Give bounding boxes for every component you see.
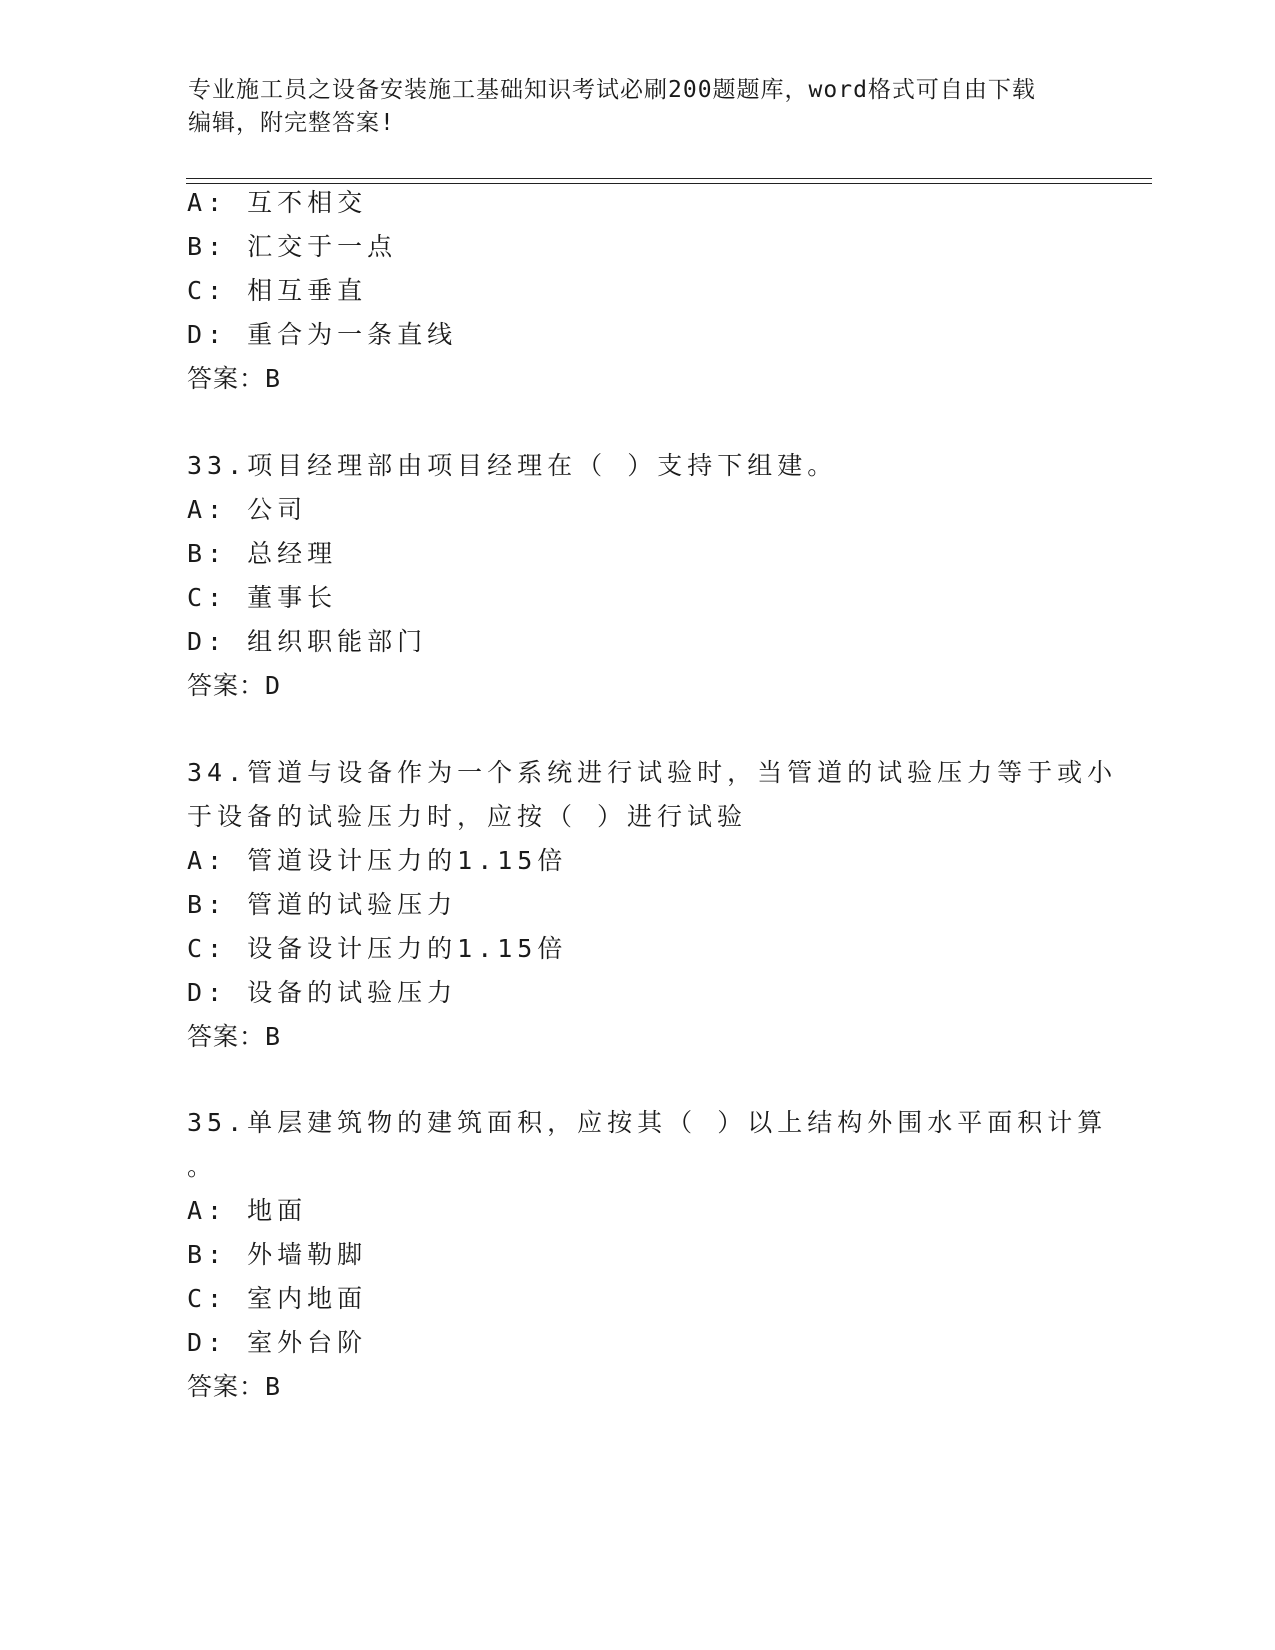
q35-stem-line-2: 。 <box>187 1152 218 1181</box>
q34-option-c: C: 设备设计压力的1.15倍 <box>187 934 568 963</box>
prev-option-d: D: 重合为一条直线 <box>187 320 458 349</box>
header-line-1: 专业施工员之设备安装施工基础知识考试必刷200题题库，word格式可自由下载 <box>188 77 1036 103</box>
header-divider-top <box>186 178 1152 179</box>
header-divider-bottom <box>186 183 1152 184</box>
q33-option-b: B: 总经理 <box>187 539 338 568</box>
q33-answer: 答案：D <box>187 671 282 700</box>
q34-stem-line-2: 于设备的试验压力时，应按（ ）进行试验 <box>187 802 748 831</box>
q34-option-b: B: 管道的试验压力 <box>187 890 458 919</box>
prev-answer: 答案：B <box>187 364 282 393</box>
prev-option-c: C: 相互垂直 <box>187 276 368 305</box>
header-line-2: 编辑，附完整答案! <box>188 110 395 136</box>
q33-stem: 33.项目经理部由项目经理在（ ）支持下组建。 <box>187 451 838 480</box>
q35-answer: 答案：B <box>187 1372 282 1401</box>
q34-option-a: A: 管道设计压力的1.15倍 <box>187 846 568 875</box>
q34-option-d: D: 设备的试验压力 <box>187 978 458 1007</box>
prev-option-a: A: 互不相交 <box>187 188 368 217</box>
q33-option-c: C: 董事长 <box>187 583 338 612</box>
q34-stem-line-1: 34.管道与设备作为一个系统进行试验时，当管道的试验压力等于或小 <box>187 758 1118 787</box>
q35-stem-line-1: 35.单层建筑物的建筑面积，应按其（ ）以上结构外围水平面积计算 <box>187 1108 1108 1137</box>
q35-option-c: C: 室内地面 <box>187 1284 368 1313</box>
q33-option-d: D: 组织职能部门 <box>187 627 428 656</box>
prev-option-b: B: 汇交于一点 <box>187 232 398 261</box>
document-header <box>188 74 1088 140</box>
q34-answer: 答案：B <box>187 1022 282 1051</box>
q35-option-d: D: 室外台阶 <box>187 1328 368 1357</box>
q35-option-b: B: 外墙勒脚 <box>187 1240 368 1269</box>
q33-option-a: A: 公司 <box>187 495 308 524</box>
q35-option-a: A: 地面 <box>187 1196 308 1225</box>
